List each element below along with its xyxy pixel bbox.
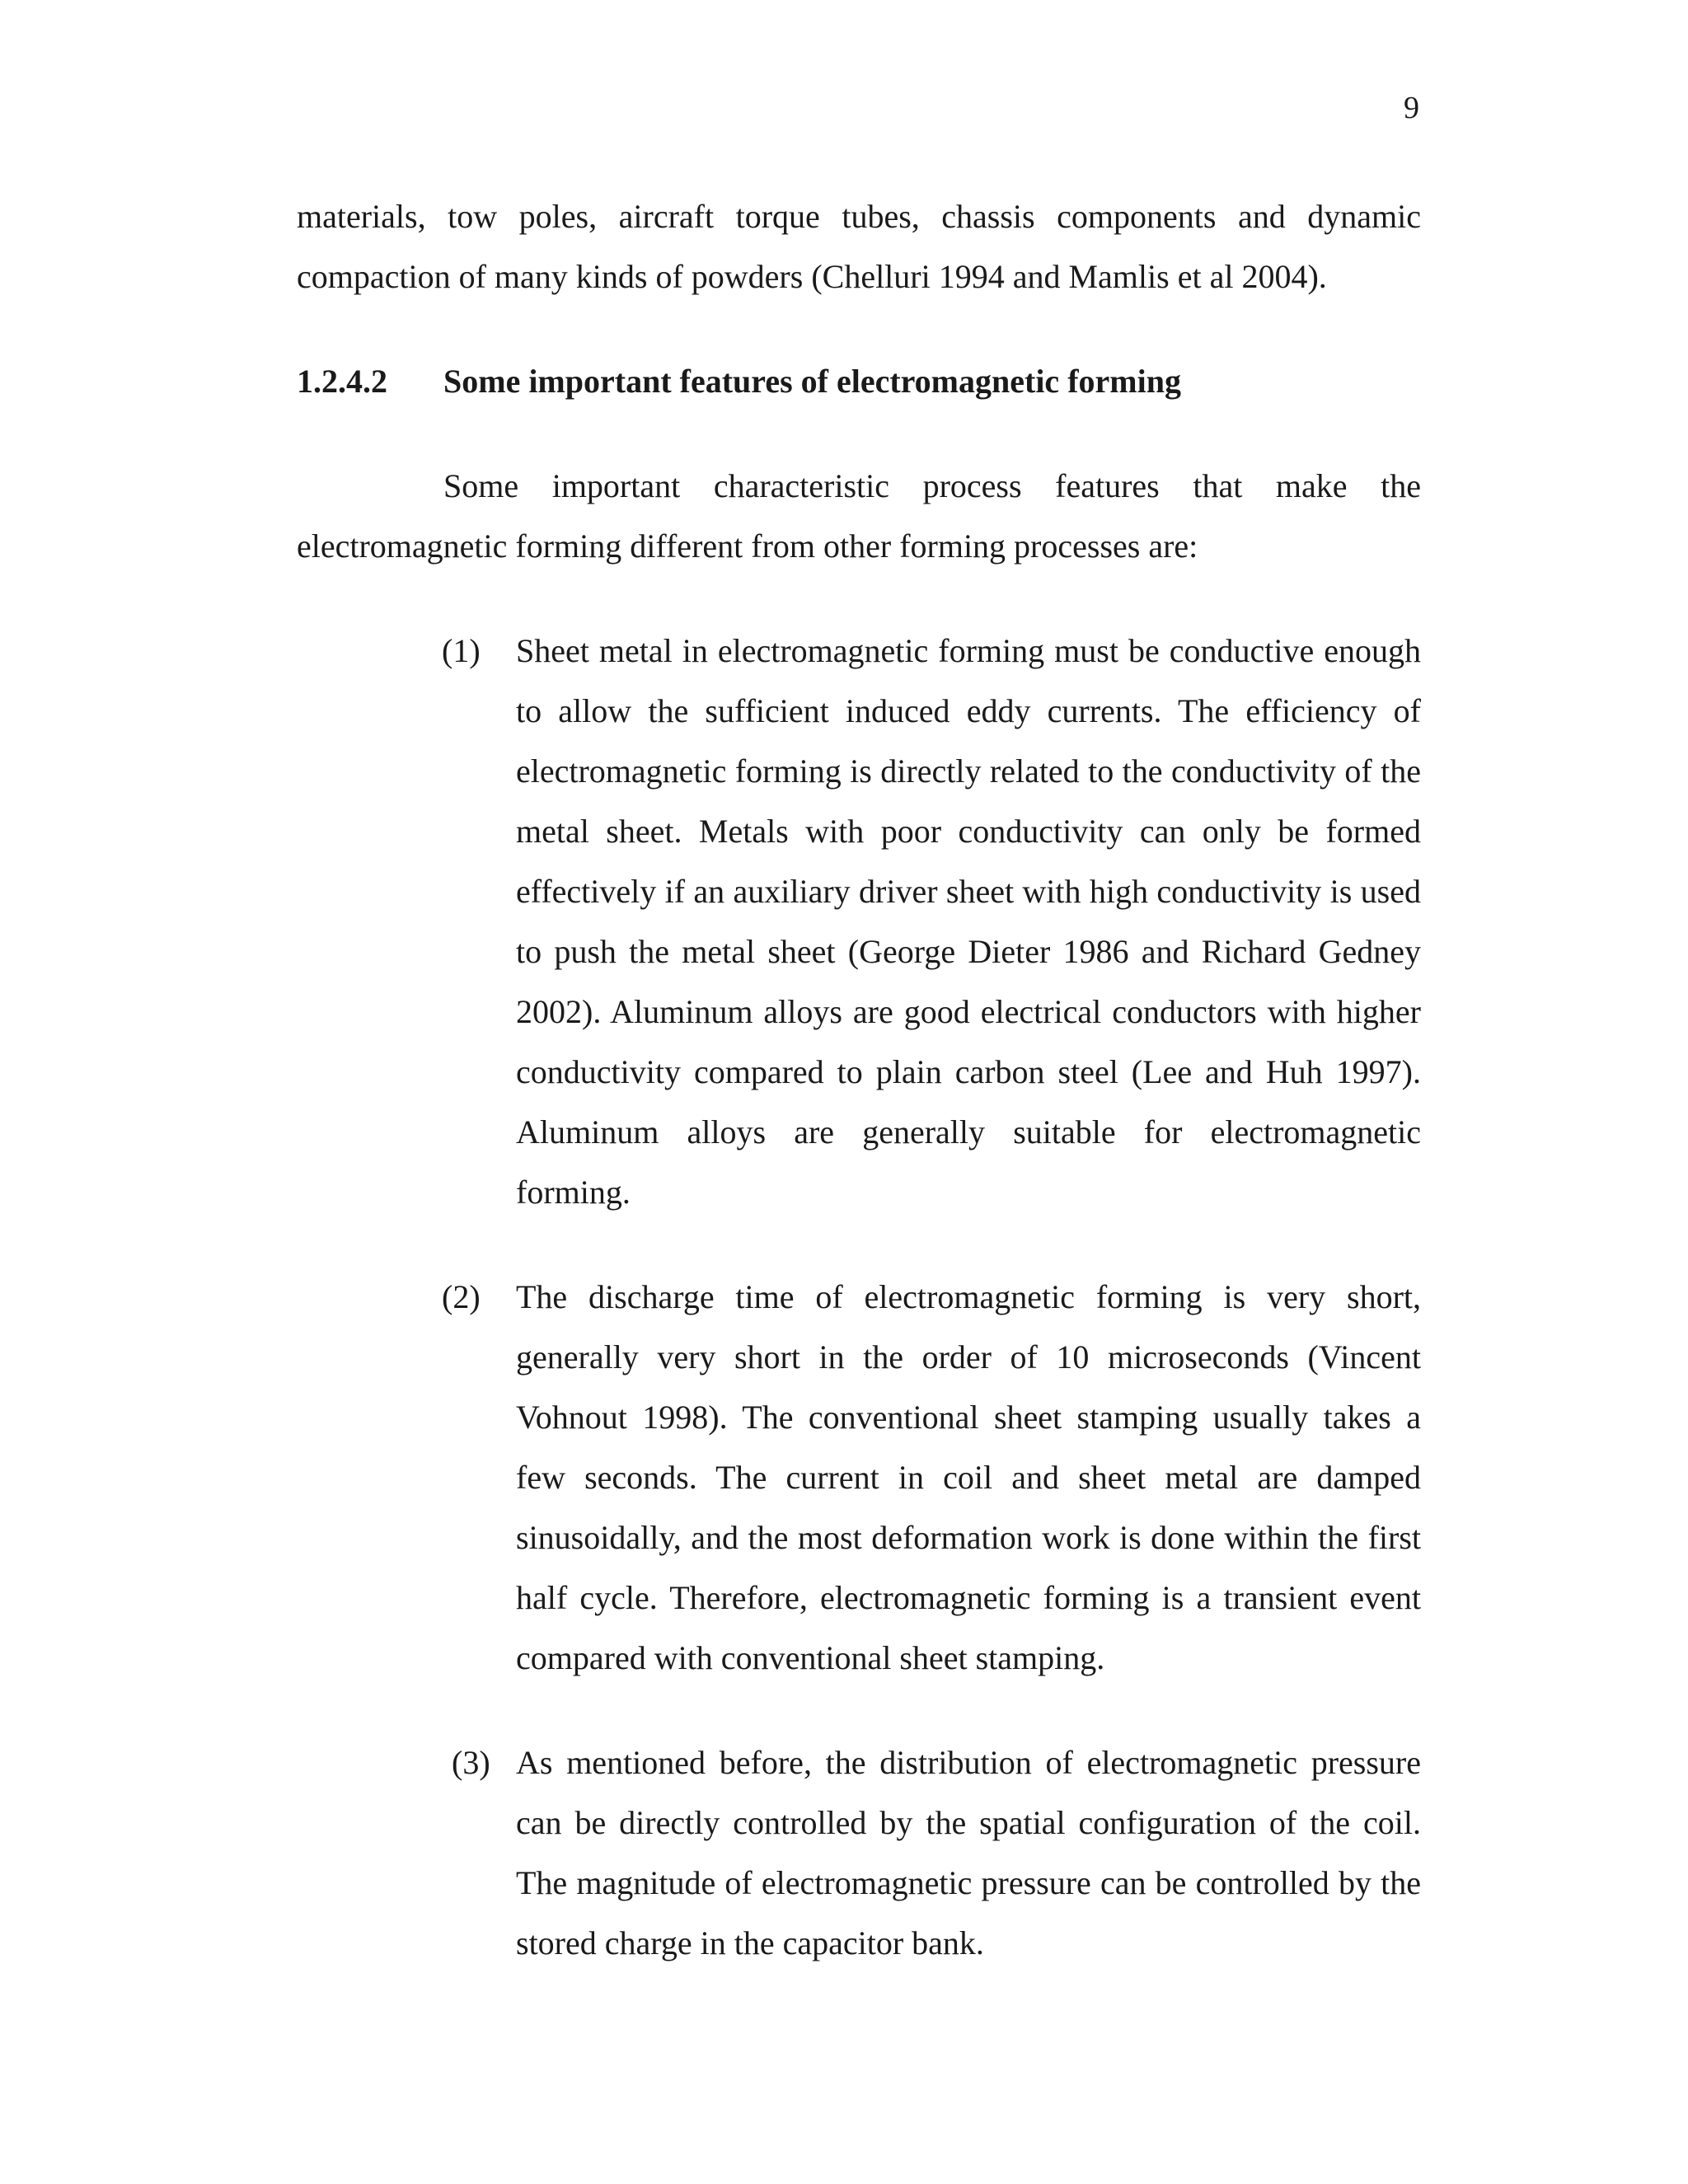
intro-paragraph: materials, tow poles, aircraft torque tubes, chassis components and dynamic compaction of many kinds of powders (Chelluri 1994 and Mamlis et al 2004). — [297, 198, 1421, 295]
section-heading — [297, 351, 1421, 411]
feature-item-3 — [297, 1732, 1421, 1973]
feature-list — [297, 621, 1421, 1973]
page-number: 9 — [1404, 91, 1419, 125]
feature-marker: (2) — [442, 1278, 481, 1315]
feature-text: Sheet metal in electromagnetic forming must be conductive enough to allow the sufficient induced eddy currents. The efficiency of electromagnetic forming is directly related to the conductivity of the metal sheet. Metals with poor conductivity can only be formed effectively if an auxiliary driver sheet with high conductivity is used to push the metal sheet (George Dieter 1986 and Richard Gedney 2002). Aluminum alloys are good electrical conductors with higher conductivity compared to plain carbon steel (Lee and Huh 1997). Aluminum alloys are generally suitable for electromagnetic forming. — [516, 632, 1421, 1211]
feature-text: As mentioned before, the distribution of electromagnetic pressure can be directly controlled by the spatial configuration of the coil. The magnitude of electromagnetic pressure can be controlled by the stored charge in the capacitor bank. — [516, 1744, 1421, 1961]
feature-item-1 — [297, 621, 1421, 1222]
section-title: Some important features of electromagnetic forming — [443, 363, 1181, 400]
section-number: 1.2.4.2 — [297, 363, 387, 400]
lead-paragraph: Some important characteristic process features that make the electromagnetic forming different from other forming processes are: — [297, 467, 1421, 565]
page-body — [297, 186, 1421, 2018]
feature-marker: (3) — [452, 1744, 490, 1781]
feature-text: The discharge time of electromagnetic forming is very short, generally very short in the order of 10 microseconds (Vincent Vohnout 1998). The conventional sheet stamping usually takes a few seconds. The current in coil and sheet metal are damped sinusoidally, and the most deformation work is done within the first half cycle. Therefore, electromagnetic forming is a transient event compared with conventional sheet stamping. — [516, 1278, 1421, 1676]
feature-item-2 — [297, 1267, 1421, 1688]
feature-marker: (1) — [442, 632, 481, 669]
